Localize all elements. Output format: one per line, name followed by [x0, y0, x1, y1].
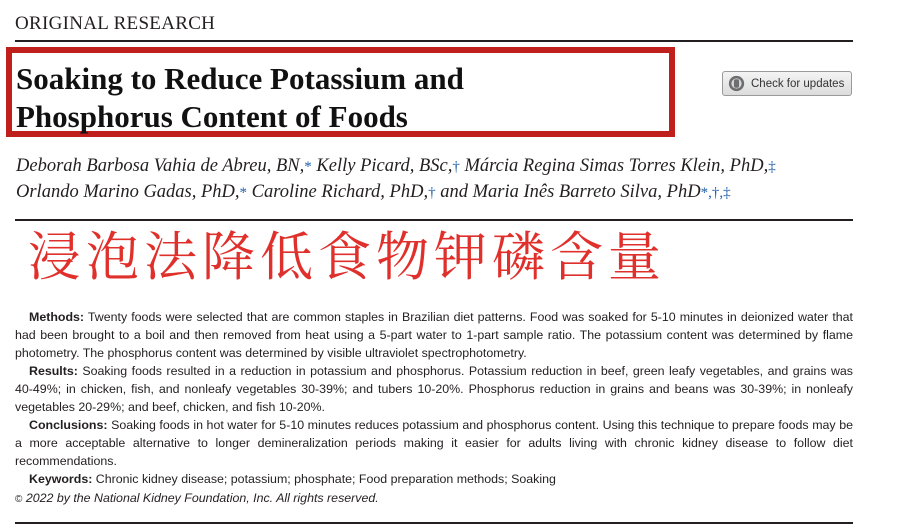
author: Márcia Regina Simas Torres Klein, PhD,	[459, 156, 769, 176]
methods-label: Methods:	[29, 310, 85, 324]
results-text: Soaking foods resulted in a reduction in potassium and phosphorus. Potassium reduction in beef, green leafy vegetables, and grains was 40-49%; in chicken, fish, and nonleafy vegetables 30-39%; and tubers 10-20%. Phosphorus reduction in grains and beans was 30-39%; in nonleafy vegetables 20-29%; and beef, chicken, and fish 10-20%.	[15, 364, 853, 414]
abstract	[15, 308, 853, 488]
copyright-mark: ©	[15, 494, 23, 505]
article-title	[16, 60, 666, 136]
author: Deborah Barbosa Vahia de Abreu, BN,	[16, 156, 305, 176]
results-label: Results:	[29, 364, 78, 378]
author: Caroline Richard, PhD,	[247, 182, 429, 202]
affiliation-symbol[interactable]: ‡	[768, 159, 776, 175]
translated-title: 浸泡法降低食物钾磷含量	[28, 227, 666, 288]
copyright-notice	[15, 491, 379, 505]
methods-text: Twenty foods were selected that are common staples in Brazilian diet patterns. Food was soaked for 5-10 minutes in deionized water that had been brought to a boil and then removed from heat using a 5-part water to 1-part sample ratio. The potassium content was determined by flame photometry. The phosphorus content was determined by visible ultraviolet spectrophotometry.	[15, 310, 853, 360]
affiliation-symbol[interactable]: *	[304, 159, 312, 175]
header-rule	[15, 40, 853, 42]
abstract-conclusions	[15, 416, 853, 470]
conclusions-text: Soaking foods in hot water for 5-10 minutes reduces potassium and phosphorus content. Using this technique to prepare foods may be a more acceptable alternative to longer demineralization periods making it easier for adults living with chronic kidney disease to follow diet recommendations.	[15, 418, 853, 468]
authors-rule	[15, 219, 853, 221]
author-line-1	[16, 154, 866, 180]
abstract-results	[15, 362, 853, 416]
title-line-1: Soaking to Reduce Potassium and	[16, 61, 464, 96]
author-list	[16, 154, 866, 206]
affiliation-symbol[interactable]: *	[239, 185, 248, 201]
abstract-methods	[15, 308, 853, 362]
conclusions-label: Conclusions:	[29, 418, 108, 432]
keywords-label: Keywords:	[29, 472, 93, 486]
author: Kelly Picard, BSc,	[311, 156, 453, 176]
check-for-updates-button[interactable]	[722, 71, 852, 96]
footer-rule	[15, 522, 853, 524]
keywords-text: Chronic kidney disease; potassium; phosphate; Food preparation methods; Soaking	[92, 472, 556, 486]
copyright-text: 2022 by the National Kidney Foundation, Inc. All rights reserved.	[22, 491, 379, 505]
affiliation-symbol[interactable]: †	[452, 159, 460, 175]
check-updates-icon	[728, 75, 745, 92]
title-line-2: Phosphorus Content of Foods	[16, 99, 408, 134]
check-for-updates-label: Check for updates	[751, 77, 845, 90]
author-line-2	[16, 180, 866, 206]
abstract-keywords	[15, 470, 853, 488]
affiliation-symbol[interactable]: †	[428, 185, 436, 201]
author: Orlando Marino Gadas, PhD,	[16, 182, 240, 202]
author: and Maria Inês Barreto Silva, PhD	[435, 182, 701, 202]
affiliation-symbol[interactable]: *,†,‡	[700, 185, 731, 201]
section-label: ORIGINAL RESEARCH	[15, 13, 216, 34]
